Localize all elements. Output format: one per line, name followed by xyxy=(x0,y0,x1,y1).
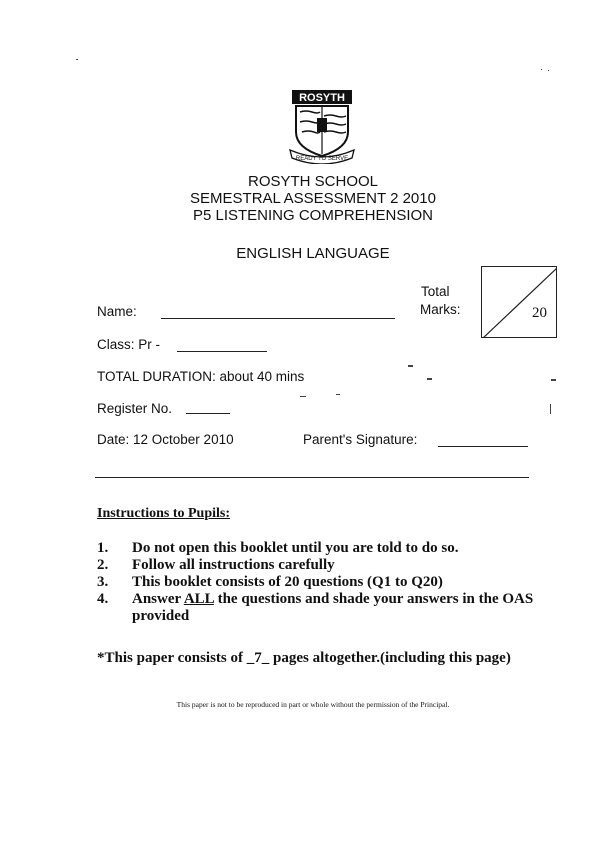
instruction-item xyxy=(97,540,547,557)
date-text: Date: 12 October 2010 xyxy=(97,432,234,447)
page-count: 7 xyxy=(254,650,262,666)
school-crest-logo xyxy=(286,88,358,164)
scan-speck xyxy=(336,394,340,395)
instructions-heading: Instructions to Pupils: xyxy=(97,506,231,521)
register-label: Register No. xyxy=(97,401,173,416)
instruction-text: Follow all instructions carefully xyxy=(132,557,335,573)
instruction-item xyxy=(97,557,547,574)
page-note-text: *This paper consists of _ xyxy=(97,650,255,666)
total-marks-box xyxy=(481,266,557,338)
register-input-line[interactable] xyxy=(186,413,230,414)
assessment-title: SEMESTRAL ASSESSMENT 2 2010 xyxy=(190,190,436,207)
duration-text: TOTAL DURATION: about 40 mins xyxy=(97,369,305,384)
name-label: Name: xyxy=(97,304,137,319)
scan-speck xyxy=(300,396,306,397)
total-marks-value: 20 xyxy=(532,305,547,321)
instructions-list xyxy=(97,540,547,625)
instruction-text: This booklet consists of 20 questions (Q1 to Q20) xyxy=(132,574,443,590)
marks-label-marks: Marks: xyxy=(420,302,461,317)
svg-text:READY TO SERVE: READY TO SERVE xyxy=(295,156,349,162)
scan-speck xyxy=(427,378,432,380)
scan-speck xyxy=(541,69,542,70)
diagonal-line xyxy=(482,267,557,338)
instruction-item xyxy=(97,574,547,591)
signature-input-line[interactable] xyxy=(438,446,528,447)
instruction-text: Do not open this booklet until you are told to do so. xyxy=(132,540,459,556)
instruction-number: 4. xyxy=(97,591,109,607)
scan-speck xyxy=(548,70,549,71)
subject-title: ENGLISH LANGUAGE xyxy=(236,245,390,262)
instruction-text-part: the questions and shade your answers in the OAS provided xyxy=(132,591,534,624)
instruction-number: 2. xyxy=(97,557,109,573)
page-note-text: _ pages altogether.(including this page) xyxy=(261,650,511,666)
paper-title: P5 LISTENING COMPREHENSION xyxy=(192,207,434,224)
instruction-item xyxy=(97,591,547,625)
scan-speck xyxy=(76,59,78,60)
class-label: Class: Pr - xyxy=(97,337,161,352)
svg-text:ROSYTH: ROSYTH xyxy=(299,92,345,104)
instruction-number: 3. xyxy=(97,574,109,590)
scan-speck xyxy=(408,365,413,367)
name-input-line[interactable] xyxy=(161,318,395,319)
scan-speck xyxy=(551,379,556,381)
signature-label: Parent's Signature: xyxy=(303,432,418,447)
instruction-number: 1. xyxy=(97,540,109,556)
instruction-text xyxy=(132,591,547,625)
marks-label-total: Total xyxy=(421,284,450,299)
copyright-notice: This paper is not to be reproduced in part or whole without the permission of the Principal. xyxy=(176,700,450,709)
class-input-line[interactable] xyxy=(177,351,267,352)
instruction-text-part: Answer xyxy=(132,591,184,607)
school-name: ROSYTH SCHOOL xyxy=(247,173,379,190)
page-count-note xyxy=(97,650,537,667)
section-divider xyxy=(95,477,529,478)
emphasis-all: ALL xyxy=(183,591,214,607)
scan-speck xyxy=(550,404,551,414)
